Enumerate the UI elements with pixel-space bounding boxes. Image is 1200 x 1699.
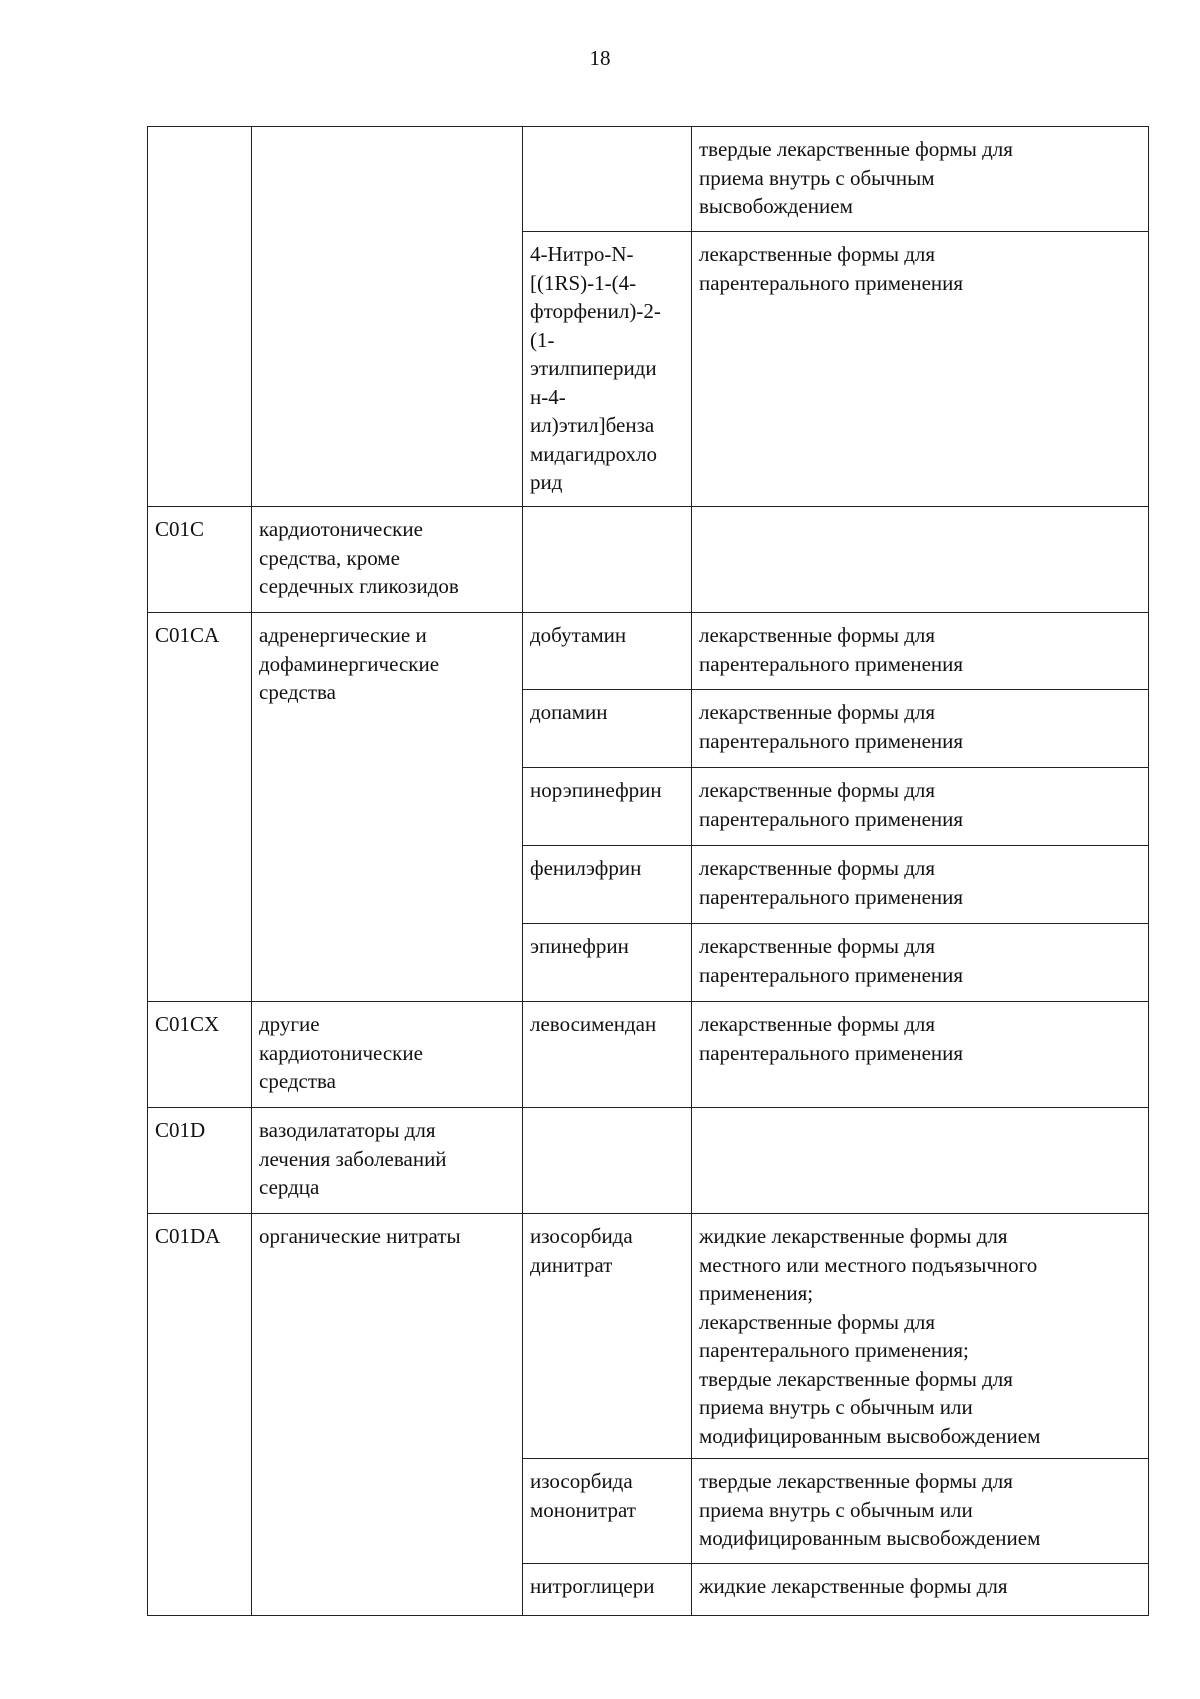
- page-number: 18: [589, 46, 611, 70]
- dosage-forms-cell: жидкие лекарственные формы для местного или местного подъязычного применения; лекарственные формы для парентерального применения; твердые лекарственные формы для приема внутрь с обычным или модифицированным высвобождением: [692, 1214, 1149, 1459]
- dosage-forms-cell: лекарственные формы для парентерального применения: [692, 613, 1149, 690]
- table-row: [148, 1002, 1149, 1108]
- table-row: [148, 127, 1149, 232]
- table-row: [148, 1108, 1149, 1214]
- dosage-forms-cell: твердые лекарственные формы для приема внутрь с обычным высвобождением: [692, 127, 1149, 232]
- drug-name-cell: добутамин: [523, 613, 692, 690]
- dosage-forms-cell: лекарственные формы для парентерального применения: [692, 768, 1149, 846]
- table-row: [148, 613, 1149, 690]
- dosage-forms-cell: лекарственные формы для парентерального применения: [692, 1002, 1149, 1108]
- table-row: [148, 1214, 1149, 1459]
- group-name-cell: кардиотонические средства, кроме сердечных гликозидов: [252, 507, 523, 613]
- atc-code-cell: C01C: [148, 507, 252, 613]
- dosage-forms-cell: лекарственные формы для парентерального применения: [692, 924, 1149, 1002]
- drug-name-cell: эпинефрин: [523, 924, 692, 1002]
- drug-table: [147, 126, 1149, 1616]
- drug-name-cell: изосорбида динитрат: [523, 1214, 692, 1459]
- dosage-forms-cell: [692, 1108, 1149, 1214]
- table-row: [148, 507, 1149, 613]
- atc-code-cell: C01DA: [148, 1214, 252, 1616]
- drug-name-cell: изосорбида мононитрат: [523, 1459, 692, 1564]
- drug-name-cell: допамин: [523, 690, 692, 768]
- drug-name-cell: 4-Нитро-N- [(1RS)-1-(4- фторфенил)-2- (1- этилпипериди н-4- ил)этил]бенза мидагидрохло рид: [523, 232, 692, 507]
- drug-name-cell: [523, 1108, 692, 1214]
- atc-code-cell: C01D: [148, 1108, 252, 1214]
- atc-code-cell: [148, 127, 252, 507]
- dosage-forms-cell: [692, 507, 1149, 613]
- dosage-forms-cell: жидкие лекарственные формы для: [692, 1564, 1149, 1616]
- dosage-forms-cell: лекарственные формы для парентерального применения: [692, 232, 1149, 507]
- atc-code-cell: C01CA: [148, 613, 252, 1002]
- group-name-cell: [252, 127, 523, 507]
- group-name-cell: другие кардиотонические средства: [252, 1002, 523, 1108]
- drug-name-cell: левосимендан: [523, 1002, 692, 1108]
- dosage-forms-cell: твердые лекарственные формы для приема внутрь с обычным или модифицированным высвобождением: [692, 1459, 1149, 1564]
- drug-name-cell: [523, 127, 692, 232]
- group-name-cell: вазодилататоры для лечения заболеваний сердца: [252, 1108, 523, 1214]
- drug-name-cell: [523, 507, 692, 613]
- dosage-forms-cell: лекарственные формы для парентерального применения: [692, 846, 1149, 924]
- drug-name-cell: нитроглицери: [523, 1564, 692, 1616]
- dosage-forms-cell: лекарственные формы для парентерального применения: [692, 690, 1149, 768]
- drug-name-cell: норэпинефрин: [523, 768, 692, 846]
- atc-code-cell: C01CX: [148, 1002, 252, 1108]
- drug-name-cell: фенилэфрин: [523, 846, 692, 924]
- group-name-cell: органические нитраты: [252, 1214, 523, 1616]
- group-name-cell: адренергические и дофаминергические средства: [252, 613, 523, 1002]
